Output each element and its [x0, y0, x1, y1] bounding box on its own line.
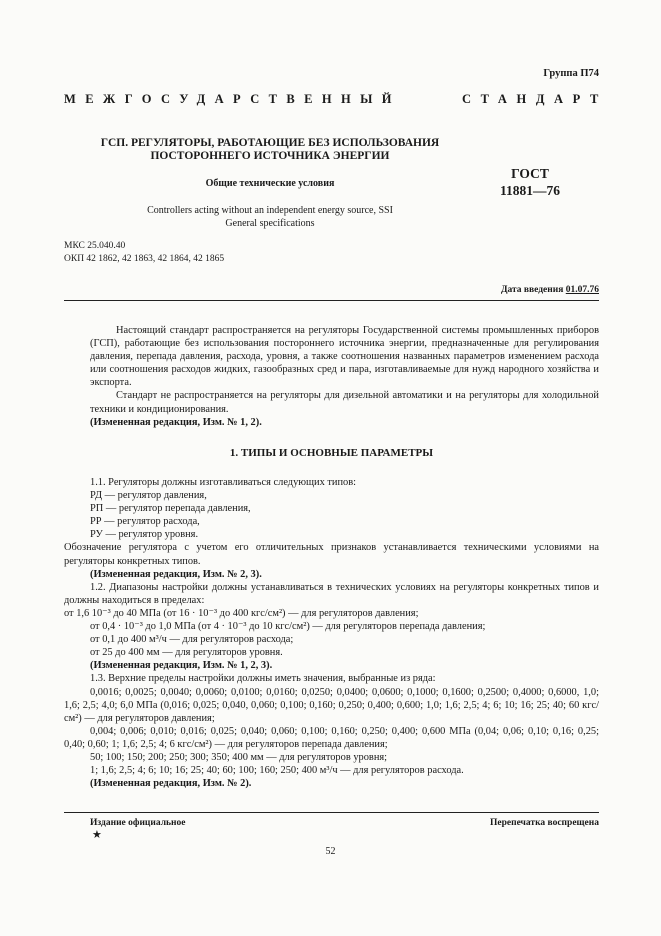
page-number: 52: [325, 846, 336, 857]
banner-word-interstate: МЕЖГОСУДАРСТВЕННЫЙ: [64, 92, 401, 106]
series-pressure: 0,0016; 0,0025; 0,0040; 0,0060; 0,0100; 0,0160; 0,0250; 0,0400; 0,0600; 0,1000; 0,1600; 0,2500; 0,4000; 0,6000, 1,0; 1,6; 2,5; 4,0; 6,0 МПа (0,016; 0,025; 0,040, 0,060; 0,100; 0,160; 0,250; 0,400; 0,600; 1,0; 1,6; 2,5; 4; 6; 10; 16; 25; 40; 60 кгс/см²) — для регуляторов давления;: [64, 686, 599, 724]
clause-1-1: 1.1. Регуляторы должны изготавливаться следующих типов:: [90, 477, 357, 488]
okp-code: ОКП 42 1862, 42 1863, 42 1864, 42 1865: [64, 253, 225, 264]
footer-divider: [64, 812, 599, 813]
clause-1-3: 1.3. Верхние пределы настройки должны иметь значения, выбранные из ряда:: [90, 673, 436, 685]
type-item: РУ — регулятор уровня.: [90, 529, 199, 541]
official-edition-label: Издание официальное: [90, 818, 186, 828]
range-item: от 25 до 400 мм — для регуляторов уровня.: [90, 647, 283, 659]
intro-edition-note: (Измененная редакция, Изм. № 1, 2).: [90, 416, 262, 428]
section-heading: 1. ТИПЫ И ОСНОВНЫЕ ПАРАМЕТРЫ: [229, 447, 434, 459]
clause-1-2: 1.2. Диапазоны настройки должны устанавливаться в технических условиях на регуляторы конкретных типов и должны находиться в пределах:: [64, 581, 599, 606]
english-title-line-2: General specifications: [225, 218, 315, 229]
mks-code: МКС 25.040.40: [64, 241, 126, 251]
series-flow: 1; 1,6; 2,5; 4; 6; 10; 16; 25; 40; 60; 100; 160; 250; 400 м³/ч — для регуляторов расхода.: [90, 765, 464, 777]
gost-number-block: [490, 165, 570, 199]
range-item: от 0,1 до 400 м³/ч — для регуляторов расхода;: [90, 634, 294, 646]
edition-note-1-1: (Измененная редакция, Изм. № 2, 3).: [90, 568, 262, 580]
document-title: [80, 137, 460, 163]
effective-date: [501, 285, 599, 295]
range-item: от 1,6 10⁻³ до 40 МПа (от 16 · 10⁻³ до 400 кгс/см²) — для регуляторов давления;: [64, 607, 419, 619]
english-title-line-1: Controllers acting without an independent energy source, SSI: [147, 205, 393, 216]
edition-note-1-3: (Измененная редакция, Изм. № 2).: [90, 778, 252, 790]
document-subtitle: Общие технические условия: [205, 178, 335, 189]
effective-date-value: 01.07.76: [565, 285, 599, 295]
type-item: РД — регулятор давления,: [90, 490, 207, 502]
reprint-prohibited-label: Перепечатка воспрещена: [489, 818, 599, 828]
gost-label: ГОСТ: [511, 166, 549, 181]
series-level: 50; 100; 150; 200; 250; 300; 350; 400 мм — для регуляторов уровня;: [90, 751, 388, 763]
header-divider: [64, 300, 599, 301]
effective-date-label: Дата введения: [500, 285, 564, 295]
gost-number: 11881—76: [499, 183, 560, 198]
edition-note-1-2: (Измененная редакция, Изм. № 1, 2, 3).: [90, 660, 273, 672]
group-code: Группа П74: [543, 68, 599, 79]
classification-codes: [64, 240, 224, 265]
type-item: РР — регулятор расхода,: [90, 516, 200, 528]
banner-word-standard: СТАНДАРТ: [461, 92, 608, 106]
intro-paragraph-2: Стандарт не распространяется на регуляторы для дизельной автоматики и на регуляторы для холодильной техники и кондиционирования.: [90, 390, 599, 415]
intro-block: [90, 324, 599, 429]
intro-paragraph-1: Настоящий стандарт распространяется на регуляторы Государственной системы промышленных приборов (ГСП), работающие без использования постороннего источника энергии, предназначенные для регулирования давления, перепада давления, расхода, уровня, а также соотношения названных параметров изменением расхода или соотношения расходов жидких, газообразных сред и пара, изготавливаемые для нужд народного хозяйства и экспорта.: [90, 325, 599, 389]
standard-banner: [64, 92, 608, 107]
type-item: РП — регулятор перепада давления,: [90, 503, 251, 515]
series-differential: 0,004; 0,006; 0,010; 0,016; 0,025; 0,040; 0,060; 0,100; 0,160; 0,250; 0,400; 0,600 МПа (0,04; 0,06; 0,10; 0,16; 0,25; 0,40; 0,60; 1; 1,6; 2,5; 4; 6 кгс/см²) — для регуляторов перепада давления;: [64, 725, 599, 750]
range-item: от 0,4 · 10⁻³ до 1,0 МПа (от 4 · 10⁻³ до 10 кгс/см²) — для регуляторов перепада давления;: [90, 621, 486, 633]
section-1-body: [64, 476, 599, 790]
designation-paragraph: Обозначение регулятора с учетом его отличительных признаков устанавливается техническими условиями на регуляторы конкретных типов.: [64, 542, 599, 567]
star-icon: ★: [92, 829, 102, 841]
title-line-1: ГСП. РЕГУЛЯТОРЫ, РАБОТАЮЩИЕ БЕЗ ИСПОЛЬЗОВАНИЯ: [100, 137, 440, 149]
english-title: [80, 204, 460, 230]
title-line-2: ПОСТОРОННЕГО ИСТОЧНИКА ЭНЕРГИИ: [150, 150, 390, 162]
